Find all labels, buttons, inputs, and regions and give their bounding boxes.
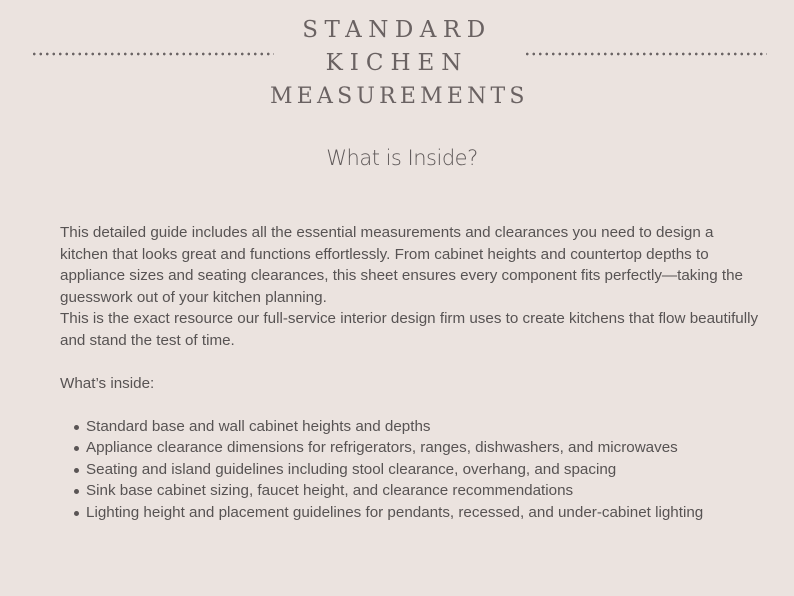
firm-paragraph: This is the exact resource our full-service interior design firm uses to create kitchens that flow beautifully and stand the test of time. (60, 310, 759, 349)
paragraph-spacer (60, 351, 760, 373)
page-header (0, 0, 794, 120)
left-dotted-divider (31, 52, 274, 56)
list-item: Seating and island guidelines including stool clearance, overhang, and spacing (60, 459, 760, 481)
inside-heading: What’s inside: (60, 374, 155, 392)
page-title (270, 14, 529, 113)
right-dotted-divider (524, 52, 767, 56)
intro-paragraph: This detailed guide includes all the essential measurements and clearances you need to design a kitchen that looks great and functions effortlessly. From cabinet heights and countertop depths to appliance sizes and seating clearances, this sheet ensures every component fits perfectly—taking the guesswork out of your kitchen planning. (60, 224, 743, 306)
title-line-2: KICHEN (325, 50, 469, 76)
inside-list (60, 416, 760, 524)
description-body (60, 222, 760, 523)
section-subtitle: What is Inside? (326, 146, 478, 170)
title-line-1: STANDARD (302, 17, 492, 43)
list-item: Appliance clearance dimensions for refrigerators, ranges, dishwashers, and microwaves (60, 437, 760, 459)
list-item: Sink base cabinet sizing, faucet height, and clearance recommendations (60, 480, 760, 502)
title-line-3: MEASUREMENTS (270, 84, 529, 109)
list-item: Standard base and wall cabinet heights and depths (60, 416, 760, 438)
list-spacer (60, 394, 760, 416)
list-item: Lighting height and placement guidelines for pendants, recessed, and under-cabinet lighting (60, 502, 760, 524)
